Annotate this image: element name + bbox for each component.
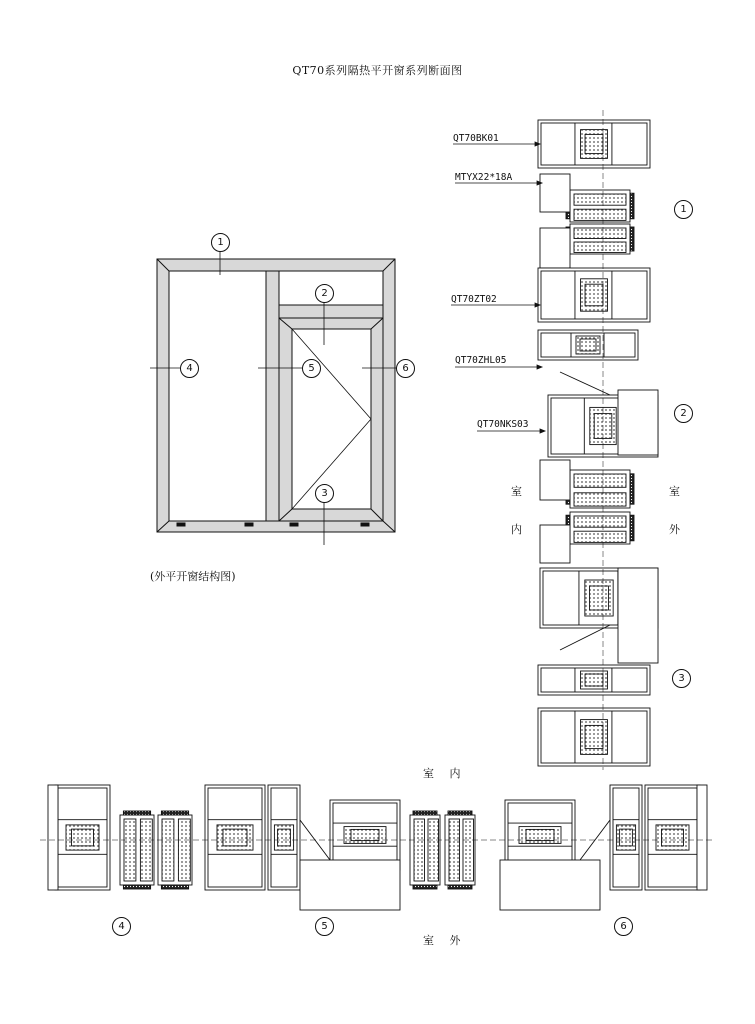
glass-unit-middle-2 xyxy=(566,512,634,544)
label-qt70zhl05: QT70ZHL05 xyxy=(455,355,507,366)
h-left-outer-lip xyxy=(48,785,58,890)
sash-glass xyxy=(292,329,371,509)
marker-3-vertical: 3 xyxy=(672,669,691,688)
elevation-caption: (外平开窗结构图) xyxy=(150,570,236,583)
h-sash-lower-left xyxy=(300,860,400,910)
sash-link-lower xyxy=(560,625,610,650)
sash-link-upper xyxy=(560,372,610,395)
indoor-label-bottom: 内 xyxy=(511,523,522,536)
outdoor-label-top: 室 xyxy=(669,485,680,498)
horizontal-section xyxy=(40,785,715,910)
h-profile-sash-right xyxy=(505,800,575,870)
glazing-bead-2 xyxy=(540,228,570,268)
glass-unit-upper-1 xyxy=(566,190,634,222)
drawing-title: QT70系列隔热平开窗系列断面图 xyxy=(292,64,463,77)
marker-4-horizontal: 4 xyxy=(112,917,131,936)
glass-unit-upper-2 xyxy=(566,224,634,254)
glazing-bead-1 xyxy=(540,174,570,212)
marker-2-vertical: 2 xyxy=(674,404,693,423)
marker-2-elevation: 2 xyxy=(315,284,334,303)
h-sash-lower-right xyxy=(500,860,600,910)
label-qt70bk01: QT70BK01 xyxy=(453,133,499,144)
profile-transom xyxy=(538,268,650,322)
vertical-section xyxy=(538,110,658,770)
label-qt70nks03: QT70NKS03 xyxy=(477,419,529,430)
h-profile-left-frame xyxy=(55,785,110,890)
h-profile-mullion-left xyxy=(205,785,265,890)
h-glass-mid-2 xyxy=(445,811,475,889)
h-glass-left-1 xyxy=(120,811,154,889)
marker-4-elevation: 4 xyxy=(180,359,199,378)
label-qt70zt02: QT70ZT02 xyxy=(451,294,497,305)
glass-unit-middle-1 xyxy=(566,470,634,508)
label-leaders xyxy=(451,142,545,433)
sash-lip-upper xyxy=(618,390,658,455)
marker-5-elevation: 5 xyxy=(302,359,321,378)
transom xyxy=(279,305,383,318)
sash-lip-lower xyxy=(618,568,658,663)
outdoor-label-bottom: 外 xyxy=(669,523,680,536)
h-glass-mid-1 xyxy=(410,811,440,889)
marker-3-elevation: 3 xyxy=(315,484,334,503)
h-profile-mullion xyxy=(268,785,300,890)
horizontal-outdoor-label: 室 外 xyxy=(423,934,467,947)
profile-top-frame xyxy=(538,120,650,168)
h-glass-left-2 xyxy=(158,811,192,889)
marker-6-elevation: 6 xyxy=(396,359,415,378)
mullion xyxy=(266,271,279,521)
h-right-outer-lip xyxy=(697,785,707,890)
glazing-bead-3 xyxy=(540,460,570,500)
marker-6-horizontal: 6 xyxy=(614,917,633,936)
horizontal-indoor-label: 室 内 xyxy=(423,767,467,780)
profile-frame-lower-connector xyxy=(538,665,650,695)
marker-5-horizontal: 5 xyxy=(315,917,334,936)
left-pane-glass xyxy=(169,271,266,521)
marker-1-vertical: 1 xyxy=(674,200,693,219)
h-profile-frame-right-inner xyxy=(610,785,642,890)
profile-connector xyxy=(538,330,638,360)
marker-1-elevation: 1 xyxy=(211,233,230,252)
h-profile-frame-right xyxy=(645,785,700,890)
indoor-label-top: 室 xyxy=(511,485,522,498)
label-mtyx22-18a: MTYX22*18A xyxy=(455,172,513,183)
glazing-bead-4 xyxy=(540,525,570,563)
window-elevation xyxy=(150,248,398,545)
h-profile-sash-left xyxy=(330,800,400,870)
profile-bottom-frame xyxy=(538,708,650,766)
